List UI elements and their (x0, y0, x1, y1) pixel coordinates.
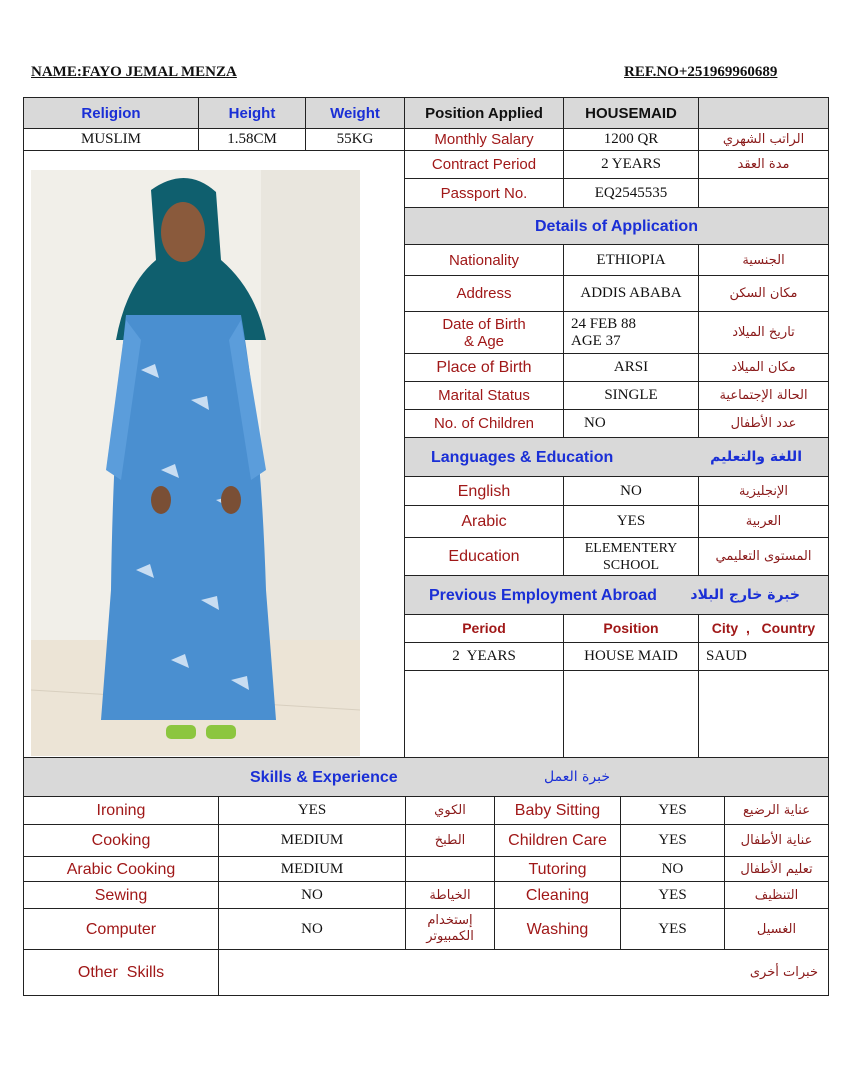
employment-position-value: HOUSE MAID (563, 642, 699, 671)
skill-arabic-cooking-arabic (405, 856, 495, 882)
english-label: English (404, 476, 564, 506)
weight-value: 55KG (305, 128, 405, 151)
skill-tutoring-label: Tutoring (494, 856, 621, 882)
height-value: 1.58CM (198, 128, 306, 151)
details-section-title: Details of Application (404, 207, 829, 245)
skill-tutoring-arabic: تعليم الأطفال (724, 856, 829, 882)
employment-city-value: SAUD (698, 642, 829, 671)
skill-ironing-arabic: الكوي (405, 796, 495, 825)
skill-childrencare-arabic: عناية الأطفال (724, 824, 829, 857)
position-applied-label: Position Applied (404, 97, 564, 129)
position-blank-cell (698, 97, 829, 129)
languages-title: Languages & Education (431, 448, 614, 466)
passport-label: Passport No. (404, 178, 564, 208)
skill-tutoring-value: NO (620, 856, 725, 882)
education-value (563, 537, 699, 576)
skill-washing-arabic: الغسيل (724, 908, 829, 950)
employment-period-value: 2 YEARS (404, 642, 564, 671)
marital-arabic: الحالة الإجتماعية (698, 381, 829, 410)
employment-title-arabic: خبرة خارج البلاد (690, 586, 800, 603)
skill-cooking-value: MEDIUM (218, 824, 406, 857)
dob-arabic: تاريخ الميلاد (698, 311, 829, 354)
skill-washing-value: YES (620, 908, 725, 950)
skill-washing-label: Washing (494, 908, 621, 950)
skill-sewing-value: NO (218, 881, 406, 909)
dob-label (404, 311, 564, 354)
contract-period-label: Contract Period (404, 150, 564, 179)
weight-header: Weight (305, 97, 405, 129)
address-label: Address (404, 275, 564, 312)
dob-label-line2: & Age (463, 332, 505, 350)
marital-value: SINGLE (563, 381, 699, 410)
skill-childrencare-label: Children Care (494, 824, 621, 857)
skill-cleaning-arabic: التنظيف (724, 881, 829, 909)
pob-value: ARSI (563, 353, 699, 382)
monthly-salary-arabic: الراتب الشهري (698, 128, 829, 151)
education-value-line2: SCHOOL (602, 557, 659, 573)
reference-number: REF.NO+251969960689 (624, 64, 778, 80)
skills-section-header (23, 757, 829, 797)
skill-babysitting-arabic: عناية الرضيع (724, 796, 829, 825)
english-value: NO (563, 476, 699, 506)
height-header: Height (198, 97, 306, 129)
skills-title-arabic: خبرة العمل (544, 768, 610, 785)
skill-sewing-arabic: الخياطة (405, 881, 495, 909)
applicant-name: NAME:FAYO JEMAL MENZA (31, 64, 237, 80)
employment-section-header (404, 575, 829, 615)
arabic-arabic: العربية (698, 505, 829, 538)
skill-arabic-cooking-value: MEDIUM (218, 856, 406, 882)
skill-computer-arabic: إستخدام الكمبيوتر (405, 908, 495, 950)
skill-arabic-cooking-label: Arabic Cooking (23, 856, 219, 882)
skill-childrencare-value: YES (620, 824, 725, 857)
dob-value (563, 311, 699, 354)
position-applied-value: HOUSEMAID (563, 97, 699, 129)
religion-header: Religion (23, 97, 199, 129)
employment-col-city: City , Country (698, 614, 829, 643)
skill-babysitting-label: Baby Sitting (494, 796, 621, 825)
languages-title-arabic: اللغة والتعليم (710, 448, 802, 465)
address-arabic: مكان السكن (698, 275, 829, 312)
skill-ironing-value: YES (218, 796, 406, 825)
dob-value-date: 24 FEB 88 (571, 315, 637, 332)
other-skills-value (218, 949, 829, 996)
arabic-label: Arabic (404, 505, 564, 538)
children-label: No. of Children (404, 409, 564, 438)
education-arabic: المستوى التعليمي (698, 537, 829, 576)
employment-empty-cell (404, 670, 564, 758)
english-arabic: الإنجليزية (698, 476, 829, 506)
skill-cooking-label: Cooking (23, 824, 219, 857)
nationality-value: ETHIOPIA (563, 244, 699, 276)
languages-section-header (404, 437, 829, 477)
dob-label-line1: Date of Birth (442, 315, 526, 333)
contract-period-value: 2 YEARS (563, 150, 699, 179)
skill-computer-value: NO (218, 908, 406, 950)
skill-cooking-arabic: الطبخ (405, 824, 495, 857)
skill-computer-label: Computer (23, 908, 219, 950)
education-value-line1: ELEMENTERY (584, 540, 678, 556)
employment-col-period: Period (404, 614, 564, 643)
skills-title: Skills & Experience (250, 768, 398, 786)
nationality-label: Nationality (404, 244, 564, 276)
other-skills-arabic: خبرات أخرى (749, 965, 818, 980)
employment-col-position: Position (563, 614, 699, 643)
employment-empty-cell (563, 670, 699, 758)
passport-blank-cell (698, 178, 829, 208)
nationality-arabic: الجنسية (698, 244, 829, 276)
arabic-value: YES (563, 505, 699, 538)
children-value: NO (563, 409, 699, 438)
address-value: ADDIS ABABA (563, 275, 699, 312)
religion-value: MUSLIM (23, 128, 199, 151)
dob-value-age: AGE 37 (571, 332, 621, 349)
pob-label: Place of Birth (404, 353, 564, 382)
education-label: Education (404, 537, 564, 576)
monthly-salary-value: 1200 QR (563, 128, 699, 151)
applicant-photo (31, 170, 360, 756)
skill-babysitting-value: YES (620, 796, 725, 825)
marital-label: Marital Status (404, 381, 564, 410)
skill-sewing-label: Sewing (23, 881, 219, 909)
skill-ironing-label: Ironing (23, 796, 219, 825)
other-skills-label: Other Skills (23, 949, 219, 996)
pob-arabic: مكان الميلاد (698, 353, 829, 382)
contract-period-arabic: مدة العقد (698, 150, 829, 179)
passport-value: EQ2545535 (563, 178, 699, 208)
employment-empty-cell (698, 670, 829, 758)
monthly-salary-label: Monthly Salary (404, 128, 564, 151)
children-arabic: عدد الأطفال (698, 409, 829, 438)
skill-cleaning-label: Cleaning (494, 881, 621, 909)
employment-title: Previous Employment Abroad (429, 586, 657, 604)
skill-cleaning-value: YES (620, 881, 725, 909)
